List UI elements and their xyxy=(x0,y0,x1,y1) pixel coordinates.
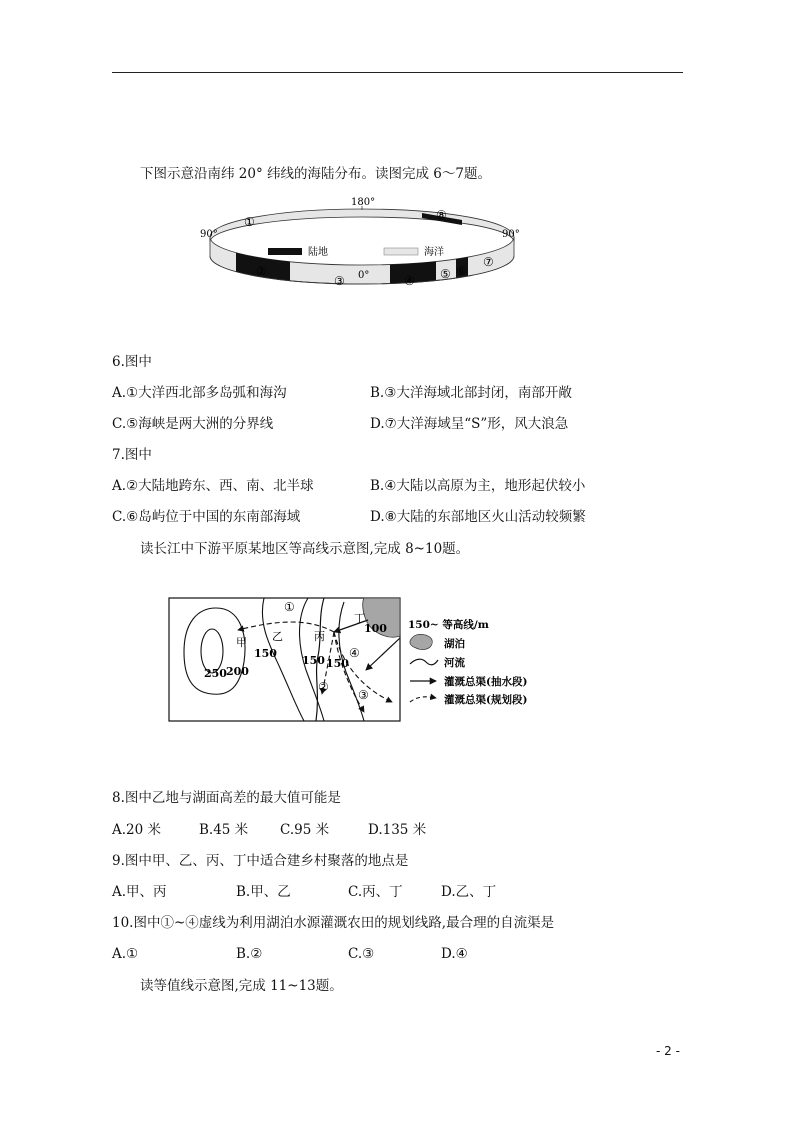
q8-option-c: C.95 米 xyxy=(280,822,330,838)
legend-land-swatch xyxy=(268,248,302,255)
legend-contour: 150~ 等高线/m xyxy=(408,619,489,631)
q8-stem: 8.图中乙地与湖面高差的最大值可能是 xyxy=(112,790,341,806)
q6-option-c: C.⑤海峡是两大洲的分界线 xyxy=(112,416,274,432)
lon-label-right: 90° xyxy=(502,229,520,240)
route-4: ④ xyxy=(349,646,360,660)
q10-stem: 10.图中①~④虚线为利用湖泊水源灌溉农田的规划线路,最合理的自流渠是 xyxy=(112,915,555,931)
place-yi: 乙 xyxy=(272,630,283,643)
legend-canal-pump: 灌溉总渠(抽水段) xyxy=(444,676,528,688)
legend-river: 河流 xyxy=(444,657,465,669)
q6-option-d: D.⑦大洋海域呈“S”形，风大浪急 xyxy=(370,416,569,432)
legend-ocean-swatch xyxy=(384,248,418,255)
q10-option-d: D.④ xyxy=(441,946,468,962)
legend-lake: 湖泊 xyxy=(444,638,465,650)
q8-option-d: D.135 米 xyxy=(368,822,427,838)
route-3: ③ xyxy=(358,688,369,702)
marker-5: ⑤ xyxy=(440,267,451,281)
q9-option-b: B.甲、乙 xyxy=(236,884,291,900)
header-rule xyxy=(112,72,683,73)
marker-3: ③ xyxy=(334,274,345,288)
page-number: - 2 - xyxy=(656,1044,680,1058)
latitude-ring-figure xyxy=(196,194,528,306)
contour-label-150-a: 150 xyxy=(254,647,277,660)
legend-land-label: 陆地 xyxy=(308,247,328,258)
q9-stem: 9.图中甲、乙、丙、丁中适合建乡村聚落的地点是 xyxy=(112,853,409,869)
q7-option-b: B.④大陆以高原为主，地形起伏较小 xyxy=(370,478,586,494)
intro-q6-7: 下图示意沿南纬 20° 纬线的海陆分布。读图完成 6～7题。 xyxy=(140,166,491,182)
contour-map-figure xyxy=(168,594,548,724)
q7-option-a: A.②大陆地跨东、西、南、北半球 xyxy=(112,478,314,494)
contour-label-150-c: 150 xyxy=(326,657,349,670)
lon-label-top: 180° xyxy=(351,197,376,208)
q10-option-a: A.① xyxy=(112,946,139,962)
q7-option-c: C.⑥岛屿位于中国的东南部海域 xyxy=(112,509,301,525)
lon-label-bottom: 0° xyxy=(358,270,370,281)
q7-stem: 7.图中 xyxy=(112,447,152,463)
ring-back-band xyxy=(210,209,514,242)
legend-river-swatch xyxy=(410,659,438,665)
marker-8: ⑧ xyxy=(436,208,447,222)
contour-label-150-b: 150 xyxy=(302,654,325,667)
q8-option-b: B.45 米 xyxy=(199,822,249,838)
legend-canal-plan-swatch xyxy=(410,697,436,702)
q10-option-c: C.③ xyxy=(348,946,375,962)
q10-option-b: B.② xyxy=(236,946,263,962)
contour-label-100: 100 xyxy=(364,622,387,635)
place-jia: 甲 xyxy=(236,636,247,649)
marker-7: ⑦ xyxy=(483,255,494,269)
intro-q8-10: 读长江中下游平原某地区等高线示意图,完成 8~10题。 xyxy=(140,541,470,557)
marker-6: ⑥ xyxy=(456,264,467,278)
legend-canal-plan: 灌溉总渠(规划段) xyxy=(444,694,528,706)
q6-option-a: A.①大洋西北部多岛弧和海沟 xyxy=(112,385,287,401)
q9-option-c: C.丙、丁 xyxy=(348,884,403,900)
q6-option-b: B.③大洋海域北部封闭，南部开敞 xyxy=(370,385,572,401)
marker-4: ④ xyxy=(404,274,415,288)
place-ding: 丁 xyxy=(354,612,365,625)
marker-1: ① xyxy=(244,215,255,229)
q7-option-d: D.⑧大陆的东部地区火山活动较频繁 xyxy=(370,509,586,525)
lon-label-left: 90° xyxy=(200,229,218,240)
place-bing: 丙 xyxy=(314,630,325,643)
contour-label-200: 200 xyxy=(226,665,249,678)
q6-stem: 6.图中 xyxy=(112,354,152,370)
q9-option-d: D.乙、丁 xyxy=(441,884,497,900)
intro-q11-13: 读等值线示意图,完成 11~13题。 xyxy=(140,978,343,994)
contour-label-250: 250 xyxy=(204,667,227,680)
legend-ocean-label: 海洋 xyxy=(424,247,444,258)
legend-lake-swatch xyxy=(410,634,432,649)
q9-option-a: A.甲、丙 xyxy=(112,884,167,900)
marker-2: ② xyxy=(256,264,267,278)
route-2: ② xyxy=(318,680,329,694)
q8-option-a: A.20 米 xyxy=(112,822,162,838)
route-1: ① xyxy=(284,600,295,614)
